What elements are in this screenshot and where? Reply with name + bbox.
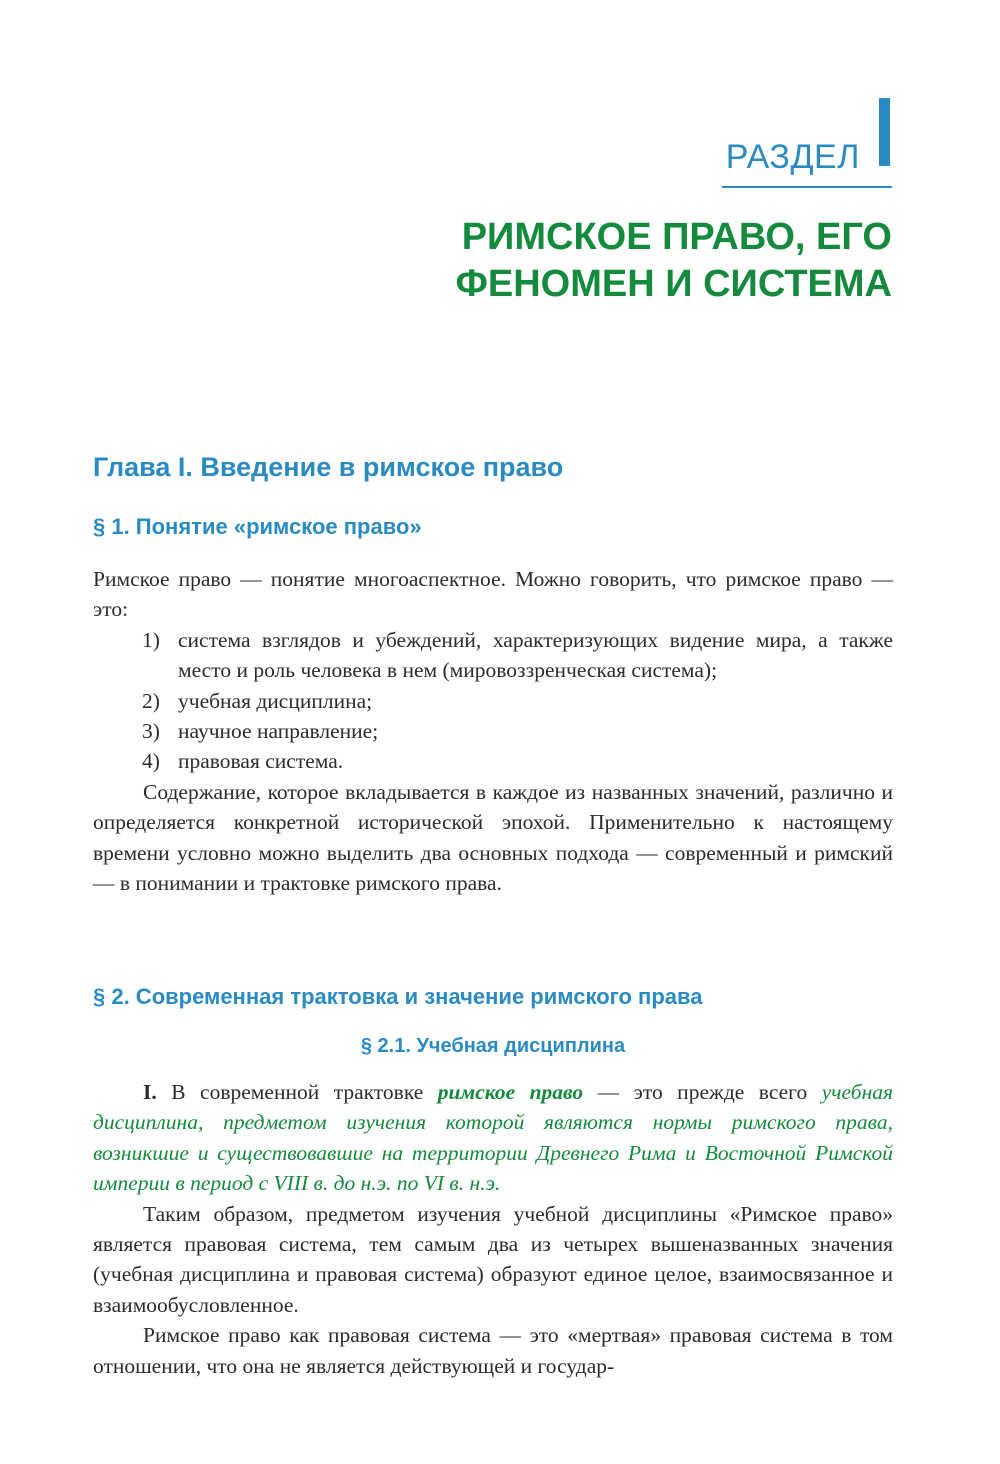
list-item: 2) учебная дисциплина; [142,688,373,713]
section-label: РАЗДЕЛ [725,138,860,176]
list-item: 1) система взглядов и убеждений, характеризующих видение мира, а также место и роль человека в нем (мировоззренческая система); [142,627,893,683]
section-2-paragraph-3: Римское право как правовая система — это «мертвая» правовая система в том отношении, что она не является действующей и государ- [93,1323,893,1378]
term-roman-law: римское право [437,1080,584,1104]
section-2-heading: § 2. Современная трактовка и значение римского права [93,984,703,1009]
list-item: 4) правовая система. [142,749,344,774]
section-2-body [93,1077,893,1381]
chapter-title: Глава I. Введение в римское право [93,452,564,482]
section-1-paragraph: Содержание, которое вкладывается в каждое из названных значений, различно и определяется конкретной исторической эпохой. Применительно к настоящему времени условно можно выделить два основных подхода — современный и римский — в понимании и трактовке римского права. [93,779,893,896]
section-1-heading: § 1. Понятие «римское право» [93,514,422,539]
section-2-1-heading: § 2.1. Учебная дисциплина [360,1035,626,1057]
part-title [455,214,892,308]
section-numeral-bar [879,98,890,166]
section-1-intro: Римское право — понятие многоаспектное. Можно говорить, что римское право — это: [93,567,893,622]
part-title-line-1: РИМСКОЕ ПРАВО, ЕГО [461,216,892,258]
list-item: 3) научное направление; [142,719,379,744]
section-header [722,98,892,188]
meanings-list [93,625,893,777]
section-2-paragraph-2: Таким образом, предметом изучения учебной дисциплины «Римское право» является правовая система, тем самым два из четырех вышеназванных значения (учебная дисциплина и правовая система) образуют единое целое, взаимосвязанное и взаимообусловленное. [93,1201,893,1317]
definition: учебная дисциплина, предметом изучения которой являются нормы римского права, возникшие и существовавшие на территории Древнего Рима и Восточной Римской империи в период с VIII в. до н.э. по VI в. н.э. [93,1080,893,1196]
part-title-line-2: ФЕНОМЕН И СИСТЕМА [455,263,892,305]
section-2-paragraph-1: I. В современной трактовке римское право — это прежде всего учебная дисциплина, предметом изучения которой являются нормы римского права, возникшие и существовавшие на территории Древнего Рима и Восточной Римской империи в период с VIII в. до н.э. по VI в. н.э. [93,1080,893,1196]
section-1-body [93,564,893,898]
